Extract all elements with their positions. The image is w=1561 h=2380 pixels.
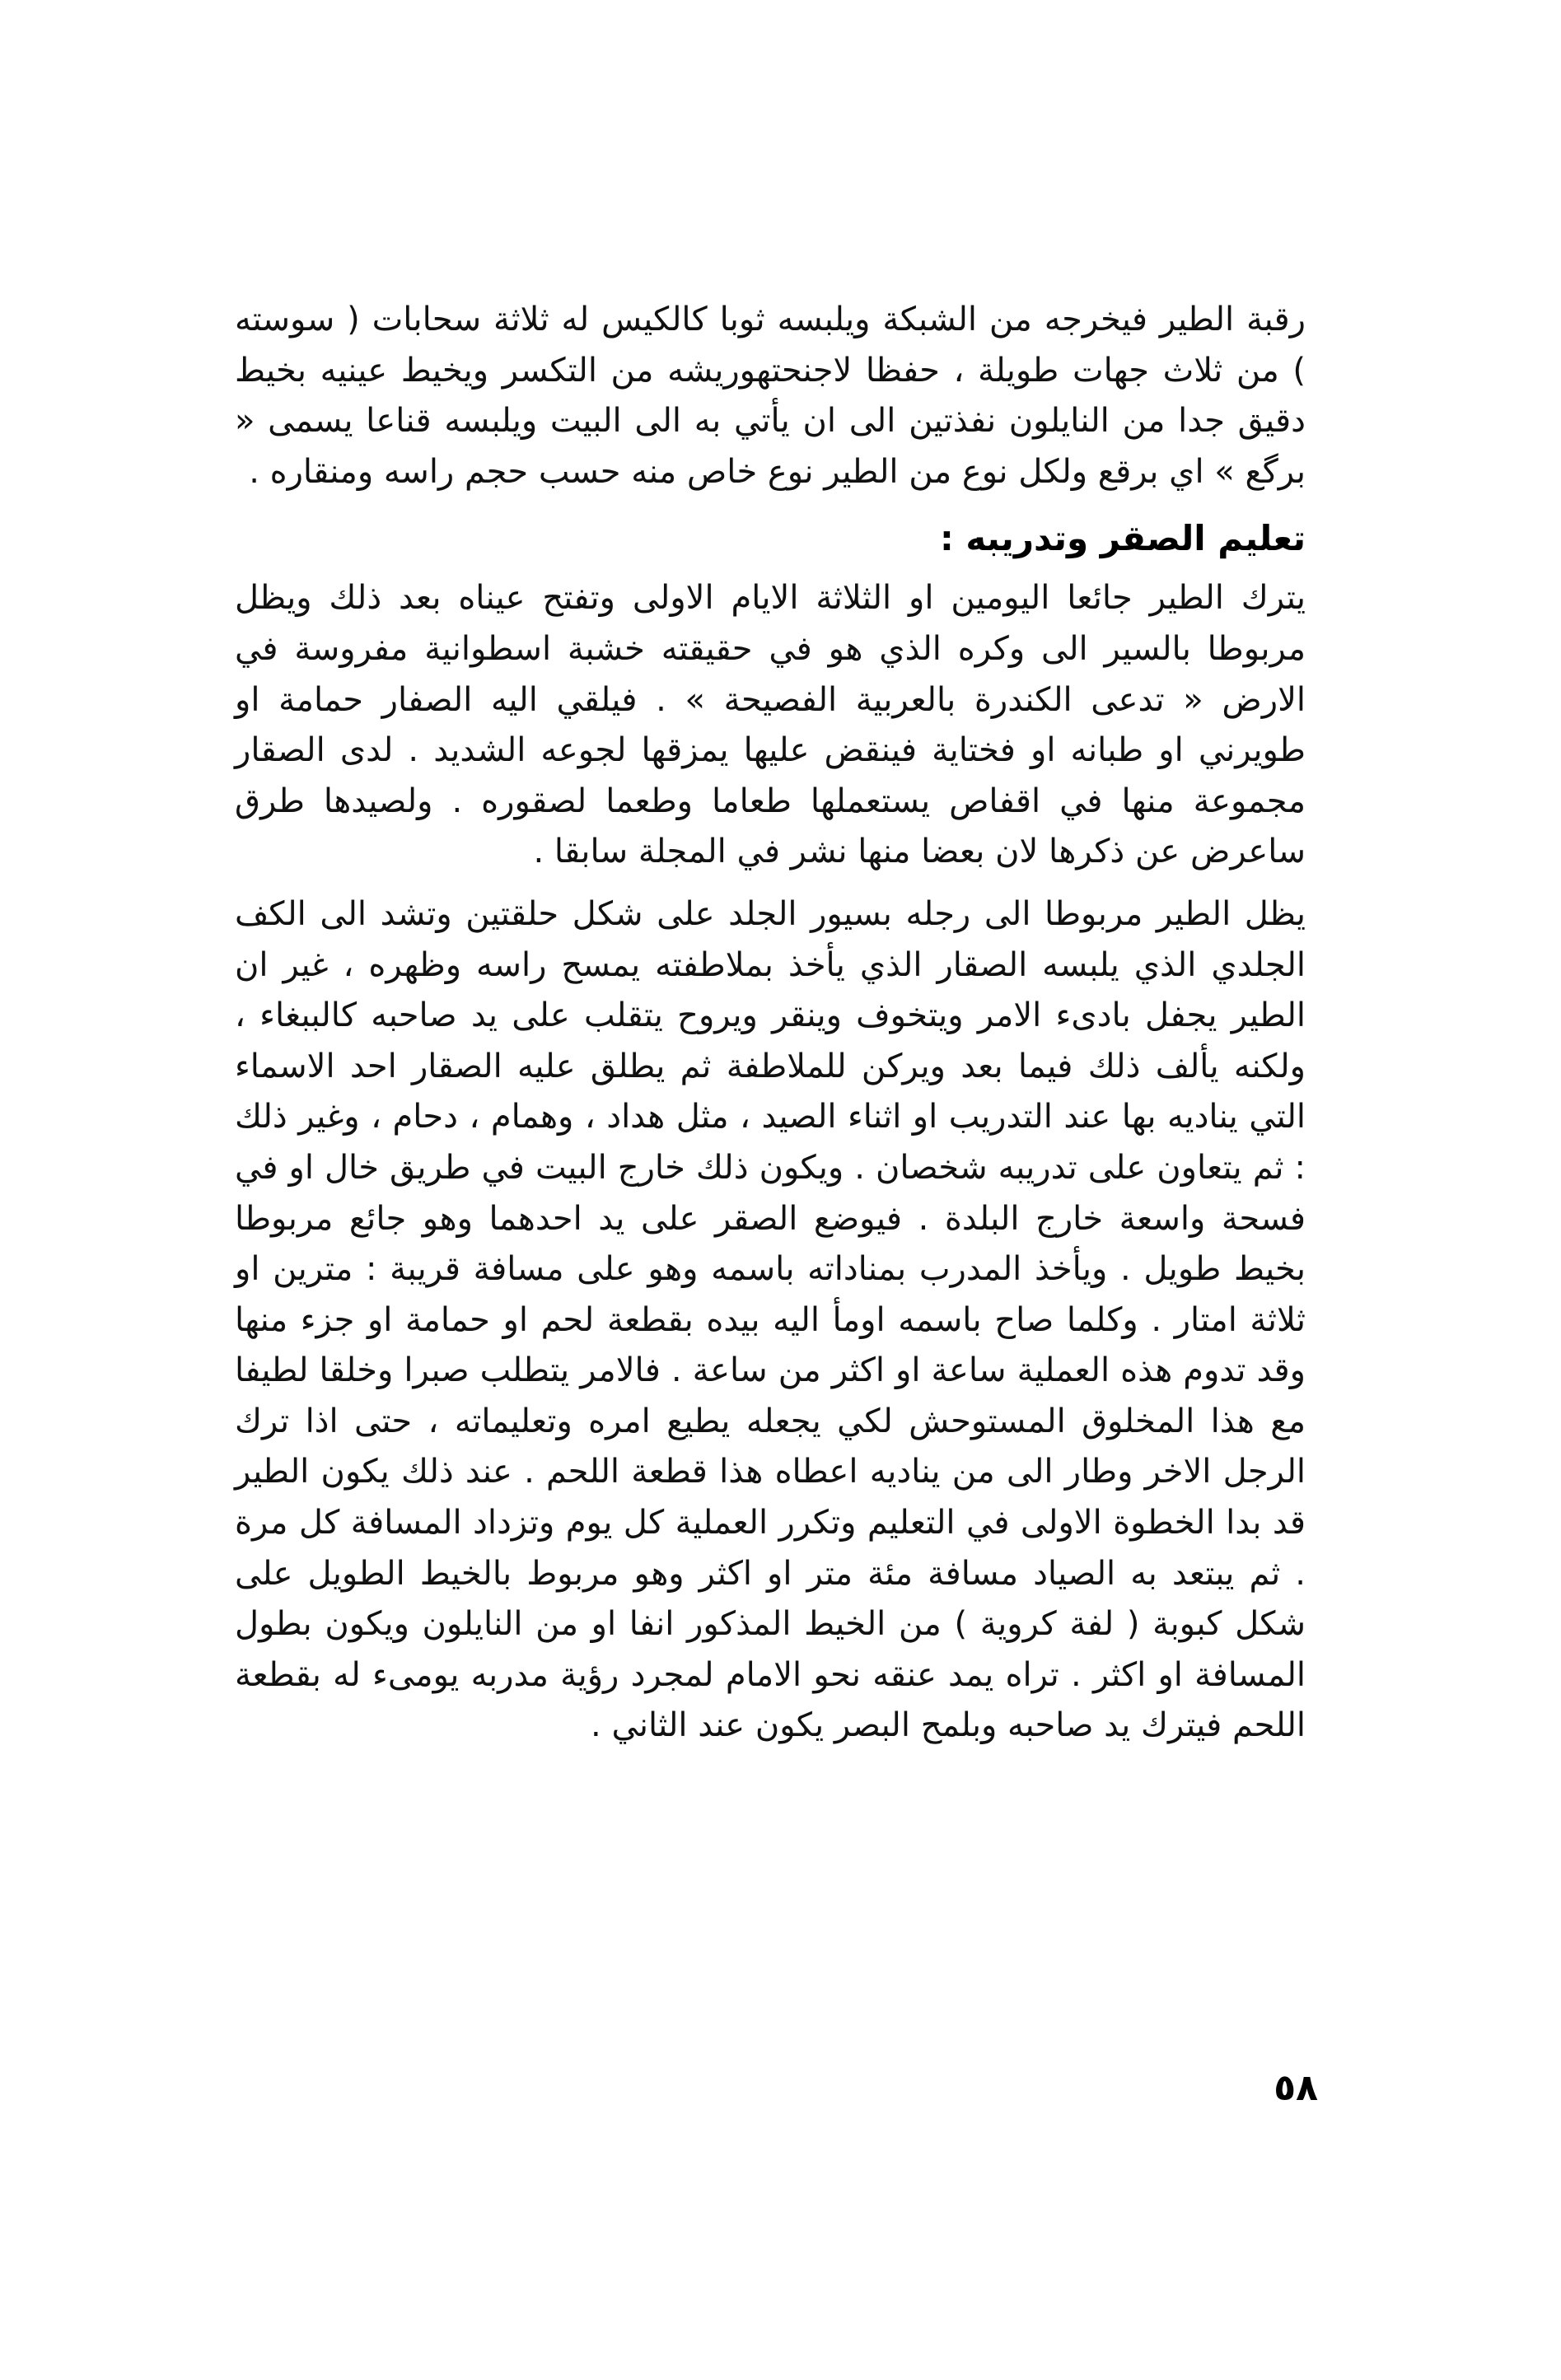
body-text xyxy=(235,295,1306,1752)
section-heading: تعليم الصقر وتدريبه : xyxy=(940,518,1306,559)
page-number: ٥٨ xyxy=(1274,2067,1318,2109)
paragraph-1: رقبة الطير فيخرجه من الشبكة ويلبسه ثوبا كالكيس له ثلاثة سحابات ( سوسته ) من ثلاث جهات طويلة ، حفظا لاجنحتهوريشه من التكسر ويخيط عينيه بخيط دقيق جدا من النايلون نفذتين الى ان يأتي به الى البيت ويلبسه قناعا يسمى « برگع » اي برقع ولكل نوع من الطير نوع خاص منه حسب حجم راسه ومنقاره . xyxy=(235,301,1306,491)
paragraph-2: يترك الطير جائعا اليومين او الثلاثة الايام الاولى وتفتح عيناه بعد ذلك ويظل مربوطا بالسير الى وكره الذي هو في حقيقته خشبة اسطوانية مفروسة في الارض « تدعى الكندرة بالعربية الفصيحة » . فيلقي اليه الصفار حمامة او طويرني او طبانه او فختاية فينقض عليها يمزقها لجوعه الشديد . لدى الصقار مجموعة منها في اقفاص يستعملها طعاما وطعما لصقوره . ولصيدها طرق ساعرض عن ذكرها لان بعضا منها نشر في المجلة سابقا . xyxy=(235,579,1306,871)
paragraph-3: يظل الطير مربوطا الى رجله بسيور الجلد على شكل حلقتين وتشد الى الكف الجلدي الذي يلبسه الصقار الذي يأخذ بملاطفته يمسح راسه وظهره ، غير ان الطير يجفل بادىء الامر ويتخوف وينقر ويروح يتقلب على يد صاحبه كالببغاء ، ولكنه يألف ذلك فيما بعد ويركن للملاطفة ثم يطلق عليه الصقار احد الاسماء التي يناديه بها عند التدريب او اثناء الصيد ، مثل هداد ، وهمام ، دحام ، وغير ذلك : ثم يتعاون على تدريبه شخصان . ويكون ذلك خارج البيت في طريق خال او في فسحة واسعة خارج البلدة . فيوضع الصقر على يد احدهما وهو جائع مربوطا بخيط طويل . ويأخذ المدرب بمناداته باسمه وهو على مسافة قريبة : مترين او ثلاثة امتار . وكلما صاح باسمه اومأ اليه بيده بقطعة لحم او حمامة او جزء منها وقد تدوم هذه العملية ساعة او اكثر من ساعة . فالامر يتطلب صبرا وخلقا لطيفا مع هذا المخلوق المستوحش لكي يجعله يطيع امره وتعليماته ، حتى اذا ترك الرجل الاخر وطار الى من يناديه اعطاه هذا قطعة اللحم . عند ذلك يكون الطير قد بدا الخطوة الاولى في التعليم وتكرر العملية كل يوم وتزداد المسافة كل مرة . ثم يبتعد به الصياد مسافة مئة متر او اكثر وهو مربوط بالخيط الطويل على شكل كبوبة ( لفة كروية ) من الخيط المذكور انفا او من النايلون ويكون بطول المسافة او اكثر . تراه يمد عنقه نحو الامام لمجرد رؤية مدربه يومىء له بقطعة اللحم فيترك يد صاحبه وبلمح البصر يكون عند الثاني . xyxy=(235,894,1306,1745)
